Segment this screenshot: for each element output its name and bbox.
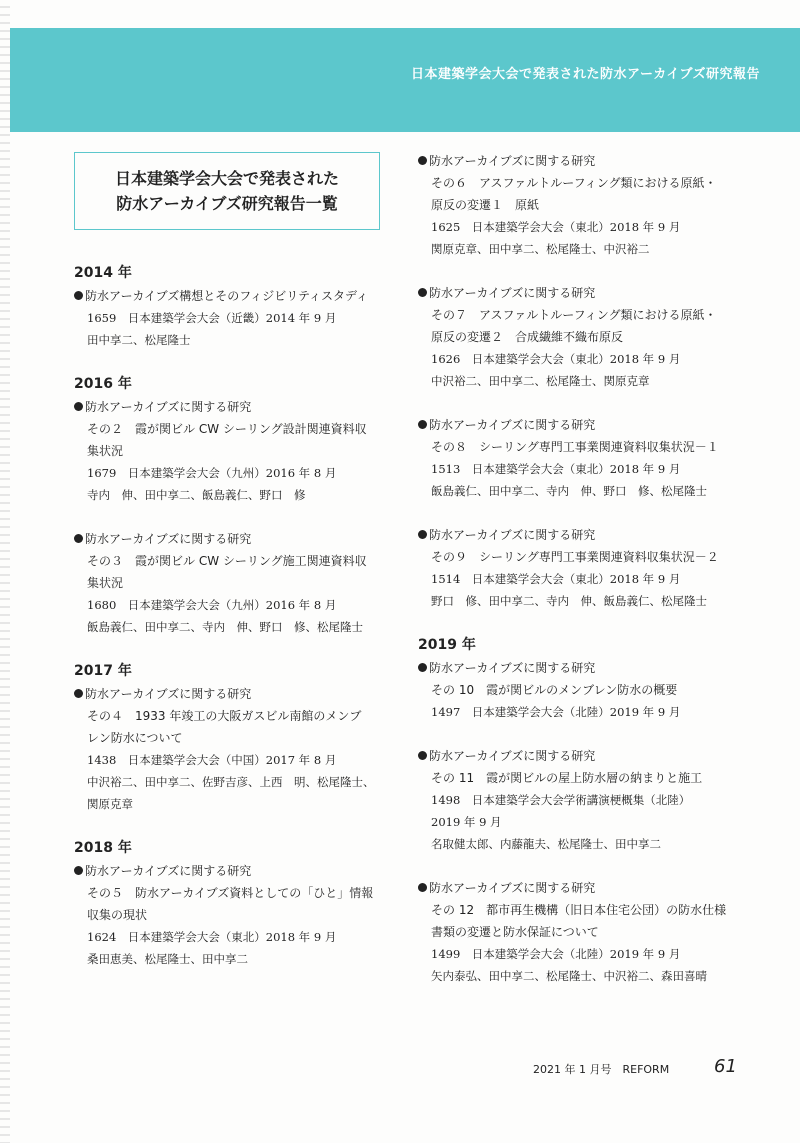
entry-heading-text: 防水アーカイブズに関する研究	[85, 687, 252, 701]
entry-heading	[418, 414, 758, 436]
bullet-icon	[418, 156, 427, 165]
entry-meta: 田中享二、松尾隆士	[87, 333, 191, 347]
entry-meta: 寺内 伸、田中享二、飯島義仁、野口 修	[87, 488, 306, 502]
report-entry	[418, 150, 758, 260]
entry-heading	[74, 860, 414, 882]
entry-subtitle: その７ アスファルトルーフィング類における原紙・	[431, 308, 717, 322]
entry-heading	[74, 396, 414, 418]
entry-meta: 関原克章、田中享二、松尾隆士、中沢裕二	[431, 242, 650, 256]
report-entry	[74, 528, 414, 638]
entry-meta: 1513 日本建築学会大会（東北）2018 年 9 月	[431, 462, 681, 476]
entry-subtitle: 収集の現状	[87, 908, 148, 922]
year-heading: 2017 年	[74, 663, 132, 679]
title-line-2: 防水アーカイブズ研究報告一覧	[116, 194, 338, 213]
entry-subtitle: その５ 防水アーカイブズ資料としての「ひと」情報	[87, 886, 374, 900]
entry-heading-text: 防水アーカイブズに関する研究	[429, 154, 596, 168]
entry-heading	[418, 745, 758, 767]
entry-subtitle: その 12 都市再生機構（旧日本住宅公団）の防水仕様	[431, 903, 727, 917]
entry-subtitle: 書類の変遷と防水保証について	[431, 925, 599, 939]
entry-meta: 1498 日本建築学会大会学術講演梗概集（北陸）	[431, 793, 691, 807]
report-entry	[418, 282, 758, 392]
entry-meta: 1624 日本建築学会大会（東北）2018 年 9 月	[87, 930, 337, 944]
entry-heading-text: 防水アーカイブズに関する研究	[429, 661, 596, 675]
report-entry	[74, 396, 414, 506]
entry-meta: 1659 日本建築学会大会（近畿）2014 年 9 月	[87, 311, 337, 325]
year-heading: 2016 年	[74, 376, 132, 392]
entry-meta: 1625 日本建築学会大会（東北）2018 年 9 月	[431, 220, 681, 234]
entry-heading	[74, 683, 414, 705]
entry-meta: 1514 日本建築学会大会（東北）2018 年 9 月	[431, 572, 681, 586]
entry-heading	[418, 657, 758, 679]
entry-meta: 1438 日本建築学会大会（中国）2017 年 8 月	[87, 753, 337, 767]
bullet-icon	[418, 420, 427, 429]
entry-meta: 野口 修、田中享二、寺内 伸、飯島義仁、松尾隆士	[431, 594, 707, 608]
bullet-icon	[418, 883, 427, 892]
entry-meta: 1499 日本建築学会大会（北陸）2019 年 9 月	[431, 947, 681, 961]
entry-meta: 桑田恵美、松尾隆士、田中享二	[87, 952, 248, 966]
bullet-icon	[74, 866, 83, 875]
entry-subtitle: その３ 霞が関ビル CW シーリング施工関連資料収	[87, 554, 367, 568]
report-entry	[418, 745, 758, 855]
entry-heading-text: 防水アーカイブズ構想とそのフィジビリティスタディ	[85, 289, 369, 303]
entry-subtitle: 集状況	[87, 444, 124, 458]
left-column	[74, 262, 414, 992]
entry-meta: 1680 日本建築学会大会（九州）2016 年 8 月	[87, 598, 337, 612]
entry-subtitle: 原反の変遷２ 合成繊維不織布原反	[431, 330, 624, 344]
entry-heading-text: 防水アーカイブズに関する研究	[85, 532, 252, 546]
entry-subtitle: レン防水について	[87, 731, 183, 745]
entry-meta: 中沢裕二、田中享二、佐野吉彦、上西 明、松尾隆士、	[87, 775, 375, 789]
entry-subtitle: その６ アスファルトルーフィング類における原紙・	[431, 176, 717, 190]
bullet-icon	[74, 291, 83, 300]
report-entry	[418, 524, 758, 612]
entry-heading	[418, 524, 758, 546]
entry-subtitle: その４ 1933 年竣工の大阪ガスビル南館のメンブ	[87, 709, 362, 723]
bullet-icon	[74, 534, 83, 543]
entry-meta: 飯島義仁、田中享二、寺内 伸、野口 修、松尾隆士	[431, 484, 707, 498]
title-line-1: 日本建築学会大会で発表された	[114, 169, 339, 188]
entry-meta: 1497 日本建築学会大会（北陸）2019 年 9 月	[431, 705, 681, 719]
entry-heading	[74, 528, 414, 550]
entry-heading-text: 防水アーカイブズに関する研究	[429, 418, 596, 432]
entry-meta: 飯島義仁、田中享二、寺内 伸、野口 修、松尾隆士	[87, 620, 363, 634]
header-title: 日本建築学会大会で発表された防水アーカイブズ研究報告	[410, 67, 760, 82]
entry-heading	[418, 282, 758, 304]
footer-issue: 2021 年 1 月号 REFORM	[533, 1063, 670, 1076]
report-entry	[418, 877, 758, 987]
entry-heading-text: 防水アーカイブズに関する研究	[429, 881, 596, 895]
entry-heading	[418, 877, 758, 899]
entry-heading-text: 防水アーカイブズに関する研究	[429, 749, 596, 763]
entry-meta: 中沢裕二、田中享二、松尾隆士、関原克章	[431, 374, 650, 388]
entry-subtitle: その８ シーリング専門工事業関連資料収集状況－１	[431, 440, 719, 454]
entry-heading-text: 防水アーカイブズに関する研究	[429, 528, 596, 542]
year-heading: 2014 年	[74, 265, 132, 281]
entry-subtitle: その２ 霞が関ビル CW シーリング設計関連資料収	[87, 422, 367, 436]
entry-meta: 1626 日本建築学会大会（東北）2018 年 9 月	[431, 352, 681, 366]
report-entry	[74, 285, 414, 351]
bullet-icon	[418, 663, 427, 672]
bullet-icon	[418, 288, 427, 297]
title-box	[74, 152, 380, 230]
year-heading: 2019 年	[418, 637, 476, 653]
report-entry	[74, 683, 414, 815]
report-entry	[418, 657, 758, 723]
page-number: 61	[714, 1056, 737, 1077]
entry-meta: 1679 日本建築学会大会（九州）2016 年 8 月	[87, 466, 337, 480]
entry-heading-text: 防水アーカイブズに関する研究	[429, 286, 596, 300]
entry-subtitle: その 11 霞が関ビルの屋上防水層の納まりと施工	[431, 771, 703, 785]
entry-heading-text: 防水アーカイブズに関する研究	[85, 400, 252, 414]
entry-subtitle: 原反の変遷１ 原紙	[431, 198, 540, 212]
page-edge-perforation	[0, 0, 10, 1143]
bullet-icon	[74, 402, 83, 411]
entry-meta: 関原克章	[87, 797, 133, 811]
year-heading: 2018 年	[74, 840, 132, 856]
entry-subtitle: その９ シーリング専門工事業関連資料収集状況－２	[431, 550, 719, 564]
entry-heading	[418, 150, 758, 172]
entry-heading	[74, 285, 414, 307]
entry-meta: 名取健太郎、内藤龍夫、松尾隆士、田中享二	[431, 837, 661, 851]
entry-subtitle: その 10 霞が関ビルのメンブレン防水の概要	[431, 683, 678, 697]
entry-meta: 2019 年 9 月	[431, 815, 502, 829]
entry-subtitle: 集状況	[87, 576, 124, 590]
bullet-icon	[74, 689, 83, 698]
entry-meta: 矢内泰弘、田中享二、松尾隆士、中沢裕二、森田喜晴	[431, 969, 707, 983]
report-entry	[74, 860, 414, 970]
bullet-icon	[418, 751, 427, 760]
bullet-icon	[418, 530, 427, 539]
entry-heading-text: 防水アーカイブズに関する研究	[85, 864, 252, 878]
right-column	[418, 150, 758, 1009]
report-entry	[418, 414, 758, 502]
